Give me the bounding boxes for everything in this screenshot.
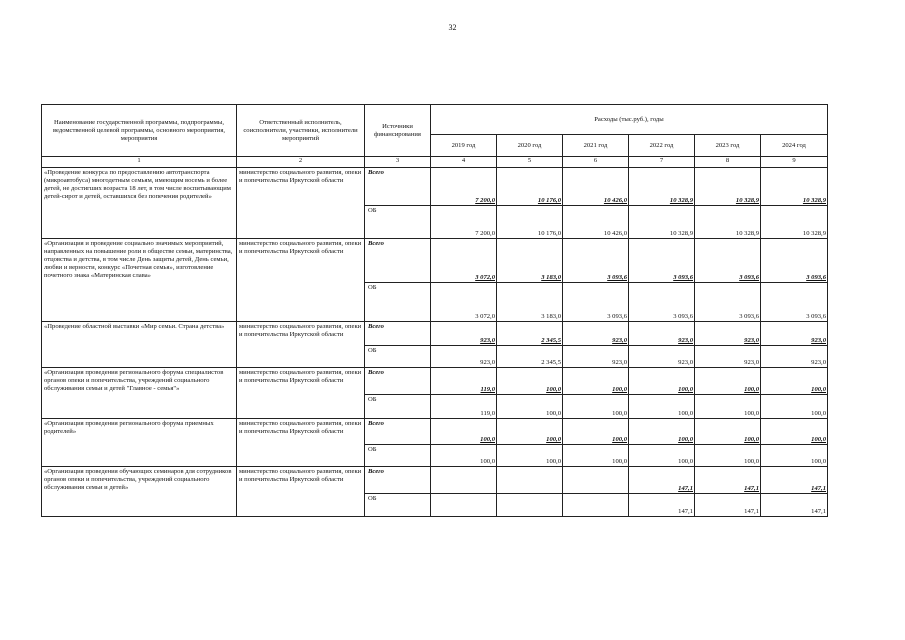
source-total-label: Всего [365,368,431,395]
ob-value-cell: 923,0 [563,346,629,368]
source-ob-label: ОБ [365,346,431,368]
source-total-label: Всего [365,419,431,445]
activity-name: «Организация проведения регионального форума приемных родителей» [42,419,237,467]
header-name-column: Наименование государственной программы, подпрограммы, ведомственной целевой программы, основного мероприятия, мероприятия [42,105,237,157]
table-row [42,322,828,346]
table-row [42,239,828,283]
ob-value-cell: 923,0 [629,346,695,368]
ob-value-cell: 10 328,9 [629,206,695,239]
header-year: 2024 год [761,135,828,157]
ob-value-cell: 100,0 [497,445,563,467]
expenses-table [41,104,828,517]
header-year: 2023 год [695,135,761,157]
ob-value-cell: 2 345,5 [497,346,563,368]
total-value-cell: 10 176,0 [497,168,563,206]
source-ob-label: ОБ [365,283,431,322]
ob-value-cell: 100,0 [695,445,761,467]
ob-value-cell: 3 093,6 [563,283,629,322]
column-number: 9 [761,157,828,168]
ob-value-cell: 10 426,0 [563,206,629,239]
ob-value-cell: 3 183,0 [497,283,563,322]
total-value-cell: 100,0 [629,419,695,445]
column-number: 1 [42,157,237,168]
activity-name: «Организация проведения обучающих семинаров для сотрудников органов опеки и попечительства, учреждений социального обслуживания семьи и детей» [42,467,237,517]
total-value-cell: 10 426,0 [563,168,629,206]
total-value-cell: 119,0 [431,368,497,395]
ob-value-cell: 923,0 [431,346,497,368]
column-number: 4 [431,157,497,168]
ob-value-cell: 3 093,6 [761,283,828,322]
total-value-cell: 10 328,9 [761,168,828,206]
column-number: 7 [629,157,695,168]
page-number: 32 [448,23,457,32]
table-row [42,419,828,445]
total-value-cell: 100,0 [629,368,695,395]
total-value-cell: 3 093,6 [563,239,629,283]
total-value-cell: 923,0 [761,322,828,346]
total-value-cell: 10 328,9 [629,168,695,206]
ob-value-cell: 100,0 [431,445,497,467]
ob-value-cell: 100,0 [761,395,828,419]
total-value-cell: 7 200,0 [431,168,497,206]
total-value-cell [431,467,497,494]
source-total-label: Всего [365,322,431,346]
activity-name: «Организация проведения регионального форума специалистов органов опеки и попечительства, учреждений социального обслуживания семьи и детей "Главное - семья"» [42,368,237,419]
total-value-cell: 923,0 [563,322,629,346]
header-year: 2020 год [497,135,563,157]
header-expenses-column: Расходы (тыс.руб.), годы [431,105,828,135]
ob-value-cell: 147,1 [761,494,828,517]
ob-value-cell: 100,0 [563,395,629,419]
column-number: 8 [695,157,761,168]
table-row [42,467,828,494]
total-value-cell: 3 093,6 [695,239,761,283]
ob-value-cell: 10 176,0 [497,206,563,239]
header-year: 2022 год [629,135,695,157]
total-value-cell: 100,0 [563,419,629,445]
total-value-cell: 147,1 [629,467,695,494]
ob-value-cell: 100,0 [695,395,761,419]
column-number: 2 [237,157,365,168]
ob-value-cell [563,494,629,517]
executor-name: министерство социального развития, опеки и попечительства Иркутской области [237,467,365,517]
total-value-cell: 10 328,9 [695,168,761,206]
total-value-cell: 100,0 [431,419,497,445]
header-sources-column: Источники финансирования [365,105,431,157]
source-total-label: Всего [365,467,431,494]
ob-value-cell: 3 093,6 [695,283,761,322]
ob-value-cell: 147,1 [629,494,695,517]
total-value-cell: 923,0 [629,322,695,346]
column-number: 5 [497,157,563,168]
total-value-cell: 100,0 [563,368,629,395]
column-number: 6 [563,157,629,168]
total-value-cell: 3 093,6 [761,239,828,283]
ob-value-cell: 10 328,9 [695,206,761,239]
column-number: 3 [365,157,431,168]
executor-name: министерство социального развития, опеки и попечительства Иркутской области [237,239,365,322]
total-value-cell: 100,0 [497,419,563,445]
total-value-cell: 2 345,5 [497,322,563,346]
source-ob-label: ОБ [365,395,431,419]
total-value-cell: 100,0 [695,419,761,445]
table-row [42,368,828,395]
ob-value-cell: 923,0 [761,346,828,368]
total-value-cell: 147,1 [761,467,828,494]
ob-value-cell: 100,0 [497,395,563,419]
total-value-cell: 3 072,0 [431,239,497,283]
ob-value-cell: 100,0 [563,445,629,467]
source-ob-label: ОБ [365,206,431,239]
ob-value-cell: 100,0 [629,395,695,419]
executor-name: министерство социального развития, опеки и попечительства Иркутской области [237,419,365,467]
total-value-cell [497,467,563,494]
ob-value-cell: 119,0 [431,395,497,419]
table-row [42,168,828,206]
total-value-cell: 3 183,0 [497,239,563,283]
ob-value-cell: 100,0 [629,445,695,467]
source-ob-label: ОБ [365,494,431,517]
activity-name: «Проведение областной выставки «Мир семьи. Страна детства» [42,322,237,368]
total-value-cell: 923,0 [431,322,497,346]
ob-value-cell [497,494,563,517]
ob-value-cell: 923,0 [695,346,761,368]
total-value-cell: 923,0 [695,322,761,346]
table-body [42,168,828,517]
header-year: 2019 год [431,135,497,157]
ob-value-cell: 3 093,6 [629,283,695,322]
total-value-cell: 100,0 [761,368,828,395]
ob-value-cell: 7 200,0 [431,206,497,239]
source-total-label: Всего [365,239,431,283]
ob-value-cell: 147,1 [695,494,761,517]
total-value-cell: 3 093,6 [629,239,695,283]
total-value-cell: 100,0 [695,368,761,395]
executor-name: министерство социального развития, опеки и попечительства Иркутской области [237,322,365,368]
executor-name: министерство социального развития, опеки и попечительства Иркутской области [237,168,365,239]
executor-name: министерство социального развития, опеки и попечительства Иркутской области [237,368,365,419]
activity-name: «Организация и проведение социально значимых мероприятий, направленных на повышение роли в обществе семьи, материнства, отцовства и детства, в том числе День защиты детей, День семьи, любви и верности, конкурс «Почетная семья», изготовление почетного знака «Материнская слава» [42,239,237,322]
source-total-label: Всего [365,168,431,206]
activity-name: «Проведение конкурса по предоставлению автотранспорта (микроавтобуса) многодетным семьям, имеющим восемь и более детей, не достигших возраста 18 лет, в том числе воспитывающим детей-сирот и детей, оставшихся без попечения родителей» [42,168,237,239]
total-value-cell: 147,1 [695,467,761,494]
header-year: 2021 год [563,135,629,157]
total-value-cell [563,467,629,494]
header-executor-column: Ответственный исполнитель, соисполнители, участники, исполнители мероприятий [237,105,365,157]
ob-value-cell [431,494,497,517]
source-ob-label: ОБ [365,445,431,467]
ob-value-cell: 10 328,9 [761,206,828,239]
ob-value-cell: 3 072,0 [431,283,497,322]
ob-value-cell: 100,0 [761,445,828,467]
total-value-cell: 100,0 [497,368,563,395]
total-value-cell: 100,0 [761,419,828,445]
